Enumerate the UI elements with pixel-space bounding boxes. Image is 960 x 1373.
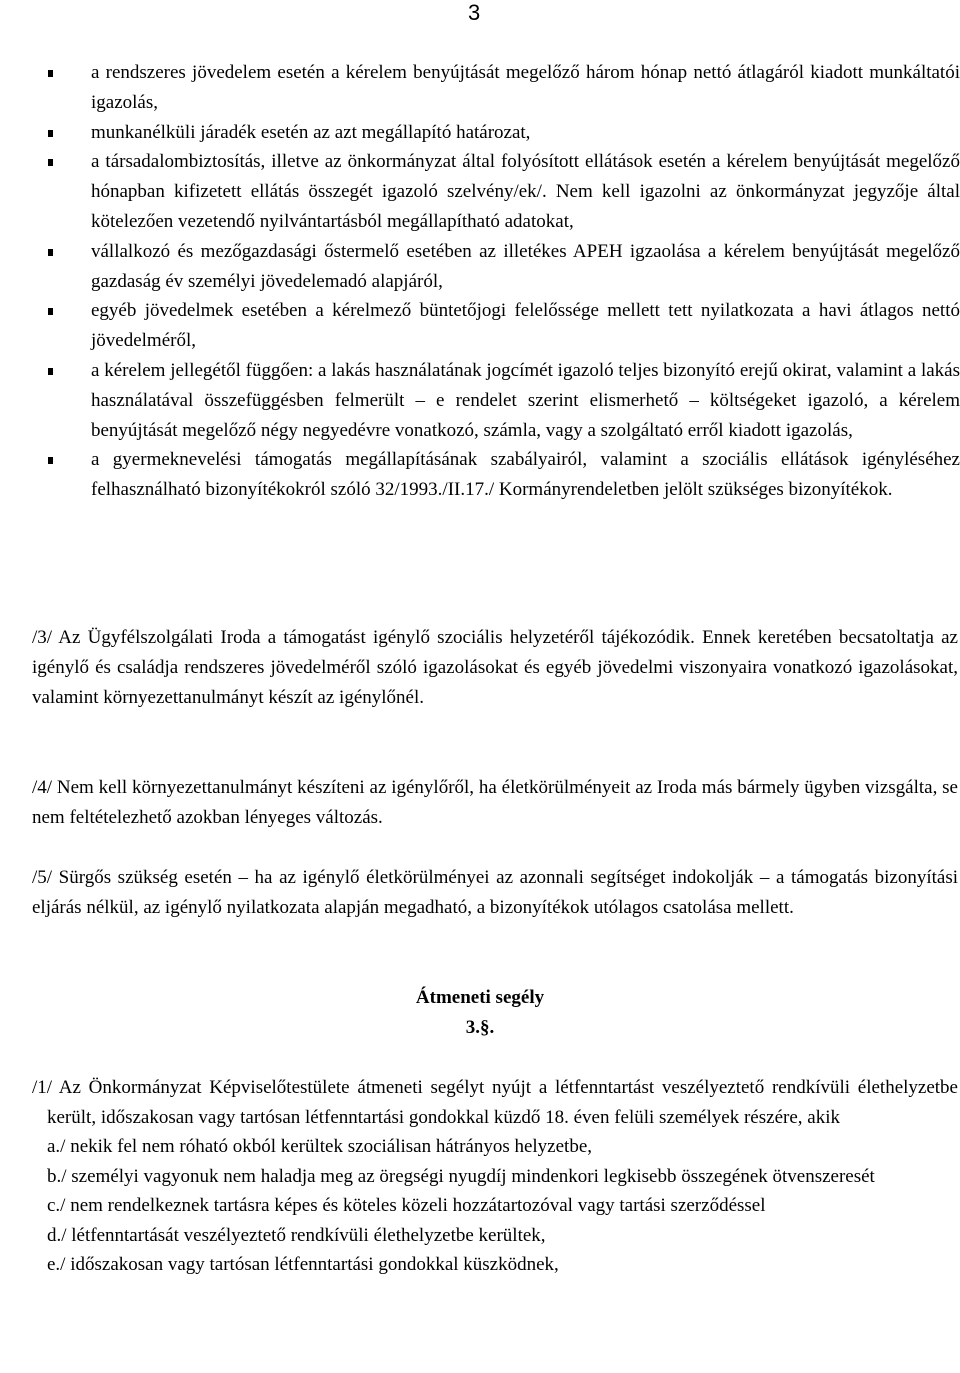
section-number: 3.§. — [465, 1017, 495, 1038]
list-item: a./ nekik fel nem róható okból kerültek szociálisan hátrányos helyzetbe, — [47, 1136, 593, 1157]
paragraph-4: /4/ Nem kell környezettanulmányt készíteni az igénylőről, ha életkörülményeit az Iroda más bármely ügyben vizsgálta, se nem feltételezhető azokban lényeges változás. — [32, 777, 958, 828]
square-bullet-icon — [48, 308, 53, 315]
bullet-item — [0, 58, 960, 118]
list-item: c./ nem rendelkeznek tartásra képes és köteles közeli hozzátartozóval vagy tartási szerződéssel — [47, 1195, 766, 1216]
square-bullet-icon — [48, 130, 53, 137]
page-number: 3 — [468, 0, 481, 25]
bullet-text: a társadalombiztosítás, illetve az önkormányzat által folyósított ellátások esetén a kérelem benyújtását megelőző hónapban kifizetett ellátás összegét igazoló szelvény/ek/. Nem kell igazolni az önkormányzat jegyzője által kötelezően vezetendő nyilvántartásból megállapítható adatokat, — [91, 151, 960, 232]
section-intro: /1/ Az Önkormányzat Képviselőtestülete átmeneti segélyt nyújt a létfenntartást veszélyeztető rendkívüli élethelyzetbe került, időszakosan vagy tartósan létfenntartási gondokkal küzdő 18. éven felüli személyek részére, akik — [32, 1077, 958, 1128]
paragraph-5: /5/ Sürgős szükség esetén – ha az igénylő életkörülményei az azonnali segítséget indokolják – a támogatás bizonyítási eljárás nélkül, az igénylő nyilatkozata alapján megadható, a bizonyítékok utólagos csatolása mellett. — [32, 867, 958, 918]
square-bullet-icon — [48, 159, 53, 166]
section-title: Átmeneti segély — [415, 987, 545, 1008]
bullet-text: egyéb jövedelmek esetében a kérelmező büntetőjogi felelőssége mellett tett nyilatkozata a havi átlagos nettó jövedelméről, — [91, 300, 960, 352]
square-bullet-icon — [48, 70, 53, 77]
bullet-item — [0, 237, 960, 297]
bullet-text: vállalkozó és mezőgazdasági őstermelő esetében az illetékes APEH igzaolása a kérelem benyújtását megelőző gazdaság év személyi jövedelemadó alapjáról, — [91, 240, 960, 292]
paragraph-3: /3/ Az Ügyfélszolgálati Iroda a támogatást igénylő szociális helyzetéről tájékozódik. Ennek keretében becsatoltatja az igénylő és családja rendszeres jövedelméről szóló igazolásokat és egyéb jövedelmi viszonyaira vonatkozó igazolásokat, valamint környezettanulmányt készít az igénylőnél. — [32, 627, 958, 708]
square-bullet-icon — [48, 457, 53, 464]
section-body — [32, 1073, 958, 1280]
list-item: d./ létfenntartását veszélyeztető rendkívüli élethelyzetbe kerültek, — [47, 1224, 546, 1246]
bullet-item — [0, 296, 960, 356]
bullet-text: a rendszeres jövedelem esetén a kérelem benyújtását megelőző három hónap nettó átlagáról kiadott munkáltatói igazolás, — [91, 62, 960, 113]
square-bullet-icon — [48, 249, 53, 256]
list-item: e./ időszakosan vagy tartósan létfenntartási gondokkal küszködnek, — [47, 1254, 559, 1275]
bullet-item — [0, 147, 960, 236]
bullet-item — [0, 356, 960, 445]
bullet-text: a gyermeknevelési támogatás megállapításának szabályairól, valamint a szociális ellátások igényléséhez felhasználható bizonyítékokról szóló 32/1993./II.17./ Kormányrendeletben jelölt szükséges bizonyítékok. — [91, 449, 960, 501]
bullet-item — [0, 445, 960, 505]
list-item: b./ személyi vagyonuk nem haladja meg az öregségi nyugdíj mindenkori legkisebb összegének ötvenszeresét — [47, 1165, 875, 1187]
bullet-text: munkanélküli járadék esetén az azt megállapító határozat, — [91, 121, 531, 143]
bullet-item — [0, 118, 960, 148]
bullet-text: a kérelem jellegétől függően: a lakás használatának jogcímét igazoló teljes bizonyító erejű okirat, valamint a lakás használatával összefüggésben felmerült – e rendelet szerint elismerhető – költségeket igazoló, a kérelem benyújtását megelőző négy negyedévre vonatkozó, számla, vagy a szolgáltató erről kiadott igazolás, — [91, 359, 960, 441]
document-bullet-list — [0, 58, 960, 505]
square-bullet-icon — [48, 368, 53, 375]
